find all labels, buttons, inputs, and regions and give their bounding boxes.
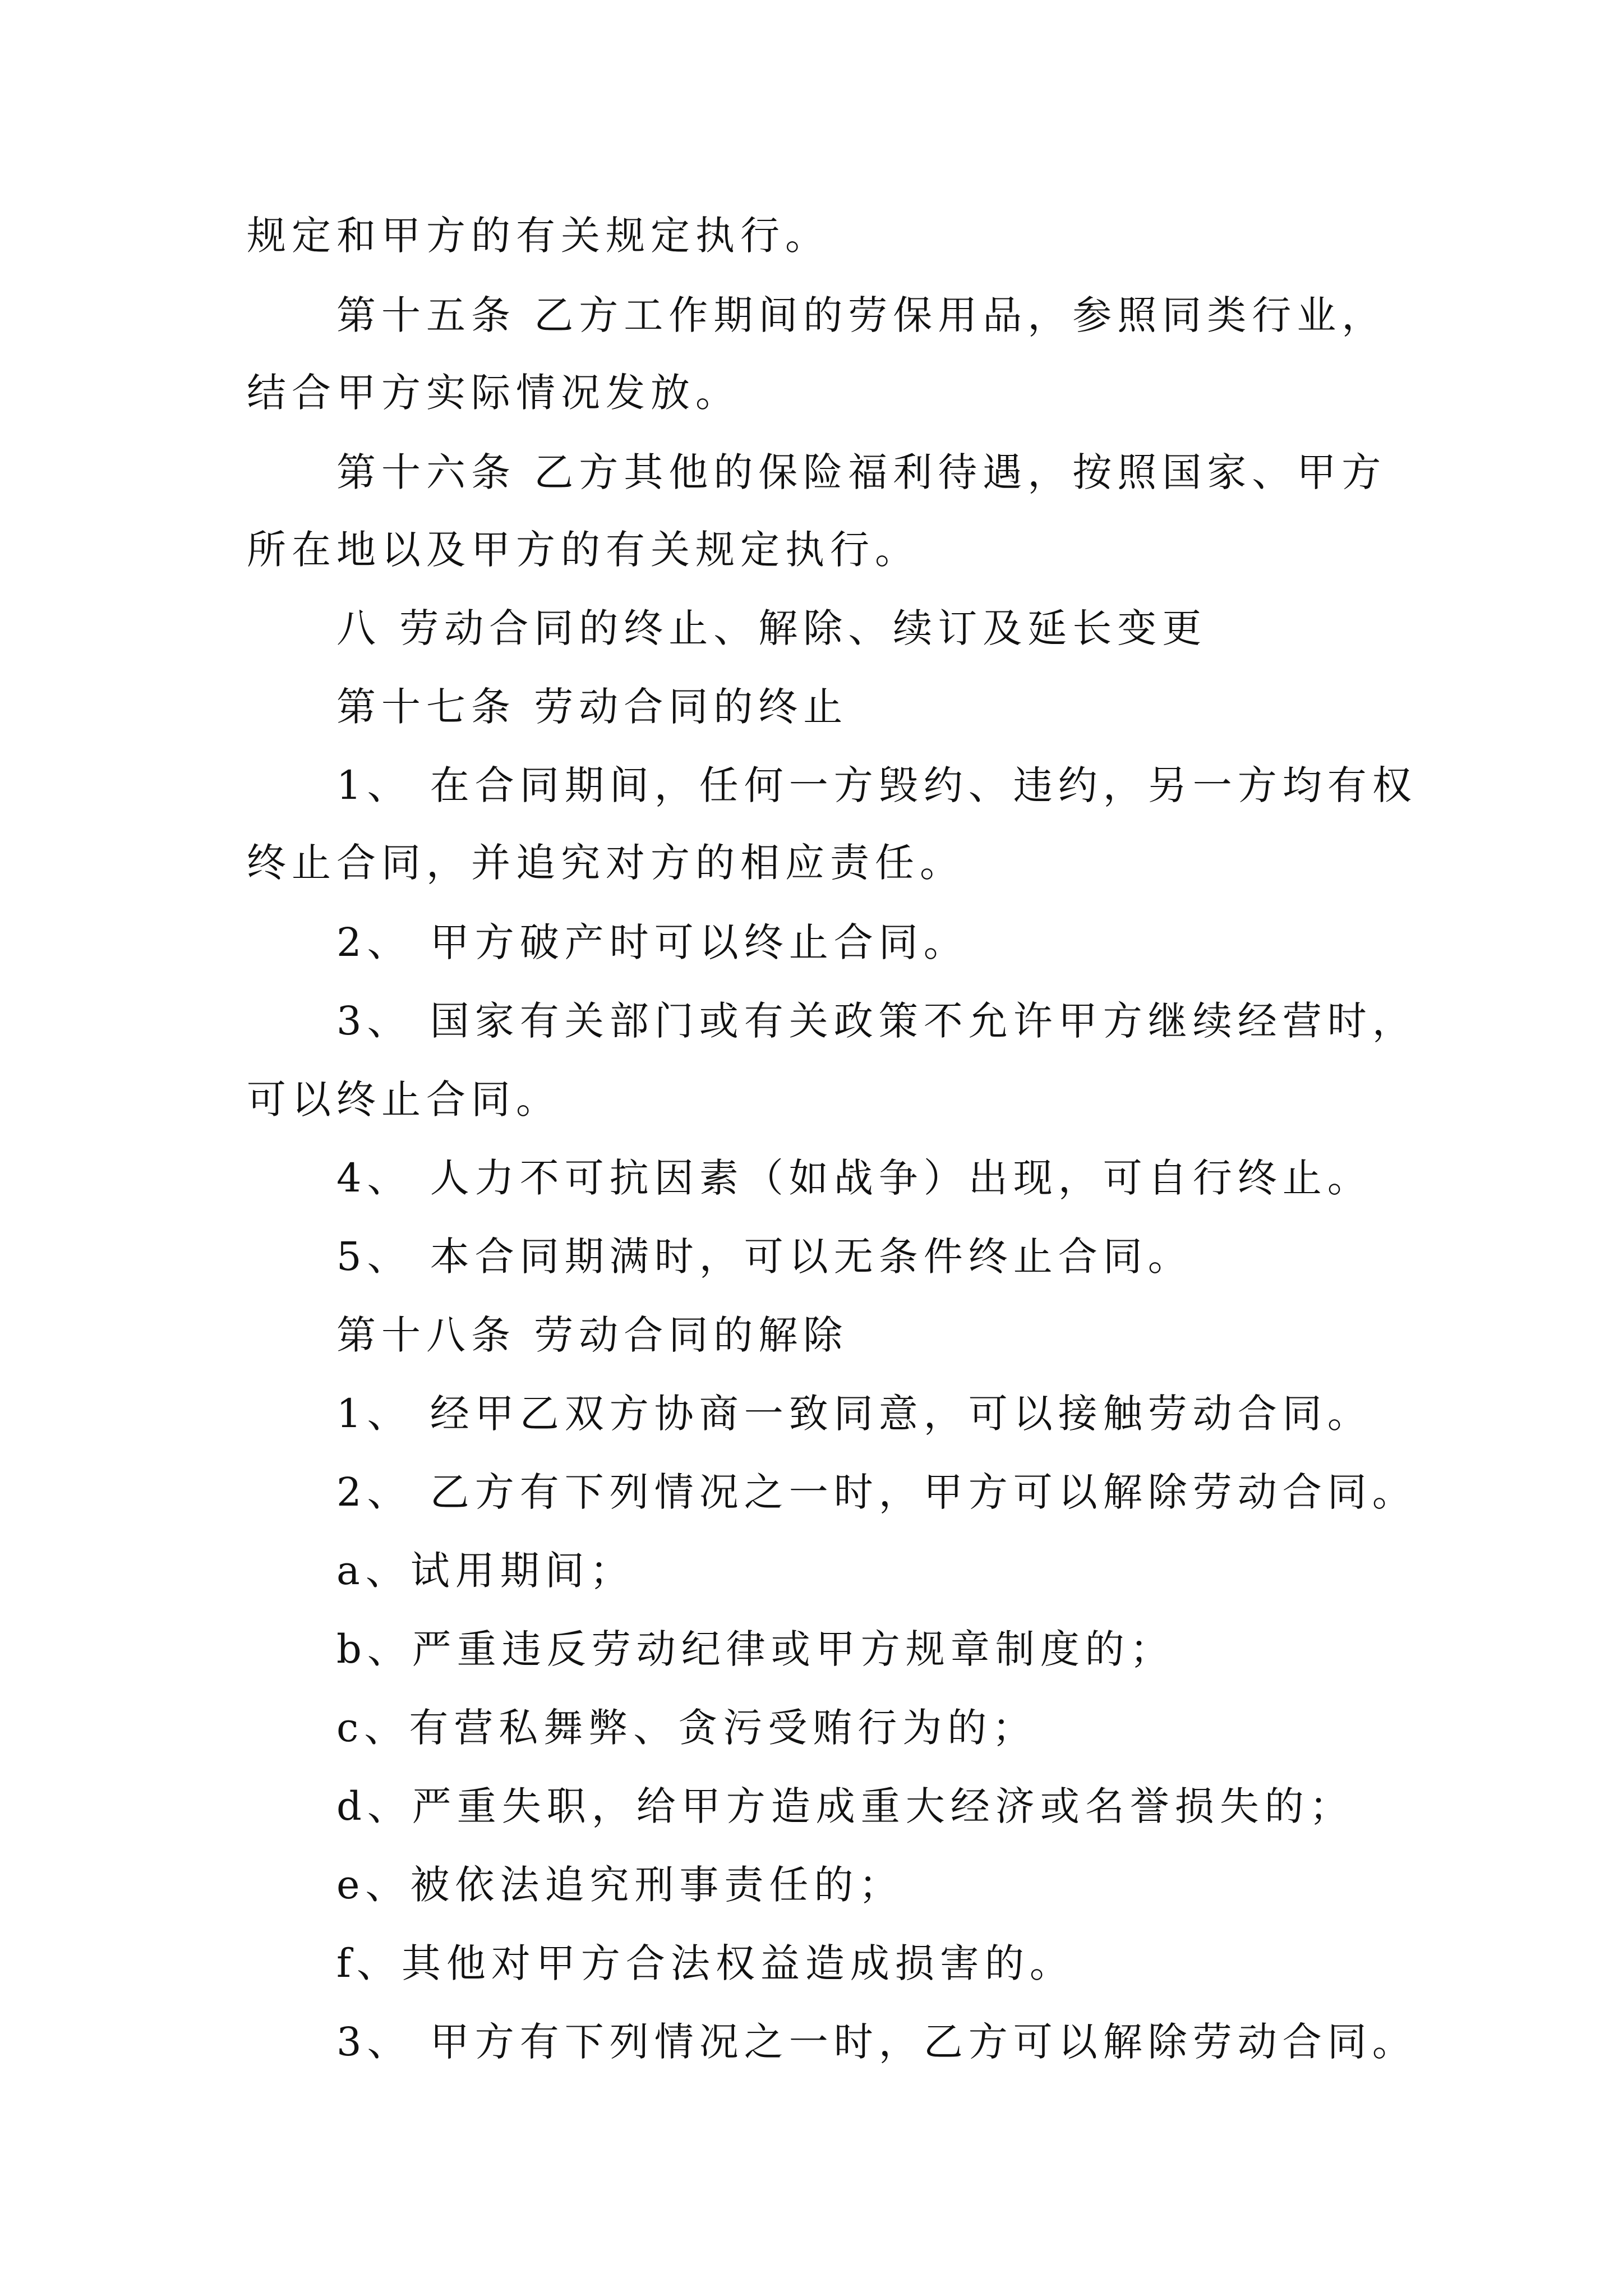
list-item: e、被依法追究刑事责任的；	[336, 1862, 904, 1908]
text-line: 1、 在合同期间，任何一方毁约、违约，另一方均有权	[336, 762, 1417, 808]
text-line: 1、 经甲乙双方协商一致同意，可以接触劳动合同。	[336, 1391, 1372, 1437]
text-line: 4、 人力不可抗因素（如战争）出现，可自行终止。	[336, 1155, 1372, 1201]
text-line: 3、 国家有关部门或有关政策不允许甲方继续经营时，	[336, 998, 1417, 1044]
text-line: 结合甲方实际情况发放。	[247, 370, 740, 416]
article-heading: 第十七条 劳动合同的终止	[336, 684, 849, 730]
text-line: 第十五条 乙方工作期间的劳保用品，参照同类行业，	[336, 292, 1387, 338]
list-item: d、严重失职，给甲方造成重大经济或名誉损失的；	[336, 1783, 1354, 1829]
list-item: c、有营私舞弊、贪污受贿行为的；	[336, 1705, 1038, 1751]
text-line: 规定和甲方的有关规定执行。	[247, 213, 830, 259]
article-heading: 第十八条 劳动合同的解除	[336, 1312, 849, 1358]
text-line: 5、 本合同期满时，可以无条件终止合同。	[336, 1234, 1193, 1280]
text-line: 2、 乙方有下列情况之一时，甲方可以解除劳动合同。	[336, 1469, 1417, 1515]
section-heading: 八 劳动合同的终止、解除、续订及延长变更	[336, 605, 1207, 651]
text-line: 所在地以及甲方的有关规定执行。	[247, 527, 920, 573]
text-line: 2、 甲方破产时可以终止合同。	[336, 919, 969, 965]
list-item: b、严重违反劳动纪律或甲方规章制度的；	[336, 1626, 1175, 1672]
text-line: 终止合同，并追究对方的相应责任。	[247, 840, 965, 886]
text-line: 第十六条 乙方其他的保险福利待遇，按照国家、甲方	[336, 449, 1387, 495]
text-line: 可以终止合同。	[247, 1076, 561, 1122]
list-item: f、其他对甲方合法权益造成损害的。	[336, 1940, 1075, 1986]
list-item: a、试用期间；	[336, 1548, 635, 1594]
text-line: 3、 甲方有下列情况之一时，乙方可以解除劳动合同。	[336, 2019, 1417, 2065]
